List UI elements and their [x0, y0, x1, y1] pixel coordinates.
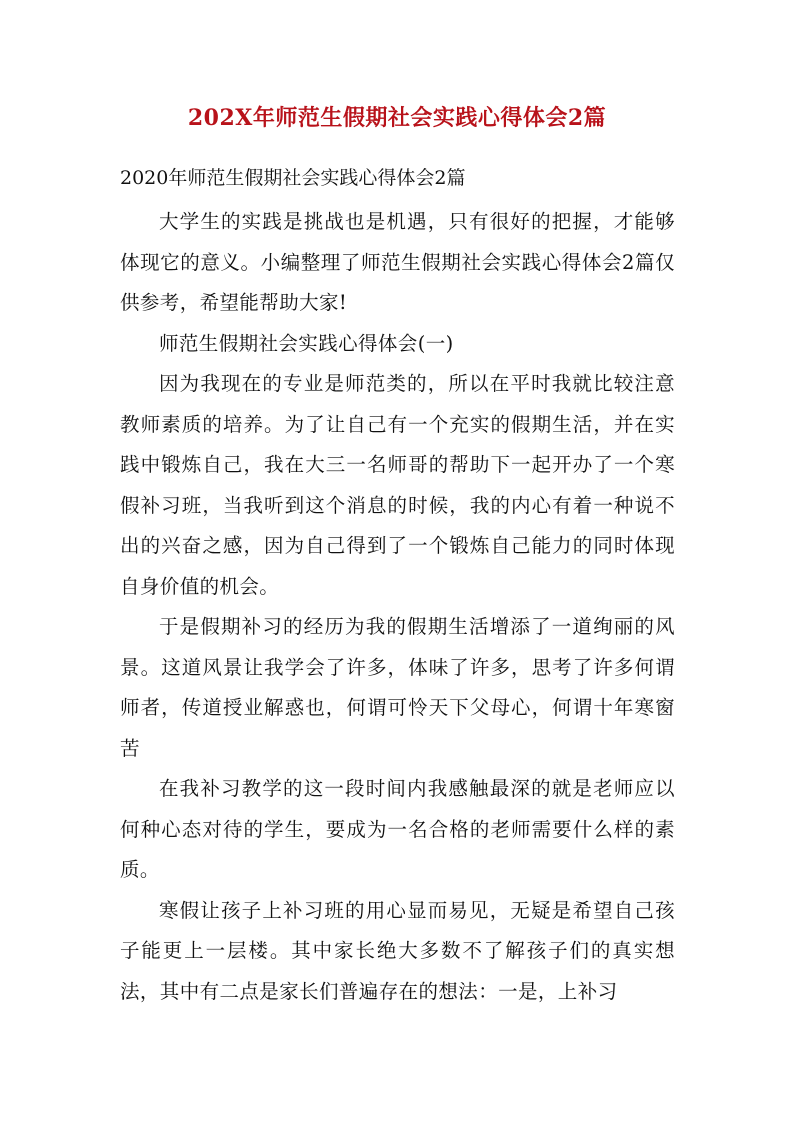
- paragraph-intro: 大学生的实践是挑战也是机遇，只有很好的把握，才能够体现它的意义。小编整理了师范生假期社会实践心得体会2篇仅供参考，希望能帮助大家!: [120, 210, 675, 314]
- paragraph: 在我补习教学的这一段时间内我感触最深的就是老师应以何种心态对待的学生，要成为一名合格的老师需要什么样的素质。: [120, 777, 675, 881]
- paragraph: 寒假让孩子上补习班的用心显而易见，无疑是希望自己孩子能更上一层楼。其中家长绝大多数不了解孩子们的真实想法，其中有二点是家长们普遍存在的想法：一是，上补习: [120, 898, 675, 1003]
- document-title: 202X年师范生假期社会实践心得体会2篇: [187, 105, 607, 131]
- document-subtitle: 2020年师范生假期社会实践心得体会2篇: [120, 167, 466, 189]
- paragraph: 于是假期补习的经历为我的假期生活增添了一道绚丽的风景。这道风景让我学会了许多，体味了许多，思考了许多何谓师者，传道授业解惑也，何谓可怜天下父母心，何谓十年寒窗苦: [120, 615, 675, 760]
- document-body: [120, 202, 675, 1012]
- paragraph: 因为我现在的专业是师范类的，所以在平时我就比较注意教师素质的培养。为了让自己有一个充实的假期生活，并在实践中锻炼自己，我在大三一名师哥的帮助下一起开办了一个寒假补习班，当我听到这个消息的时候，我的内心有着一种说不出的兴奋之感，因为自己得到了一个锻炼自己能力的同时体现自身价值的机会。: [120, 372, 675, 598]
- section-heading: 师范生假期社会实践心得体会(一): [159, 331, 454, 355]
